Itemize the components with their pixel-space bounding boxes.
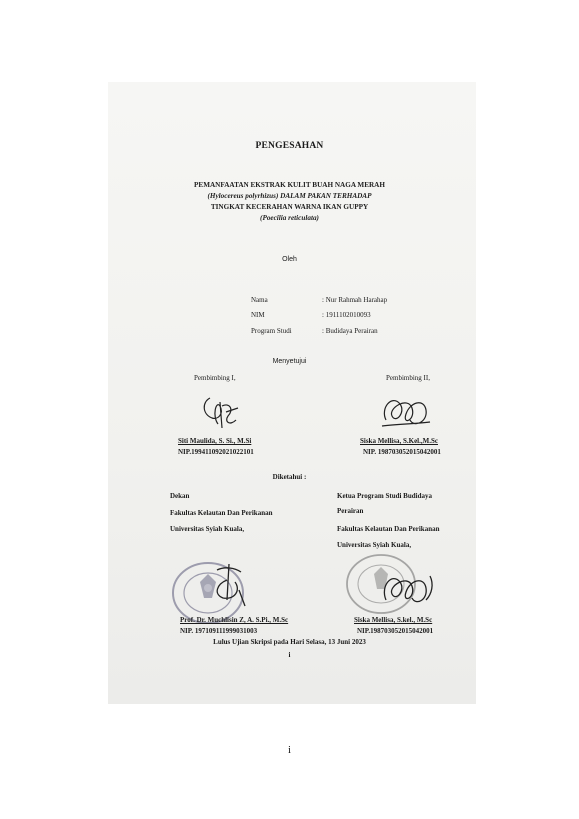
thesis-title-line-2-text: (Hylocereus polyrhizus) DALAM PAKAN TERHADAP xyxy=(207,192,372,200)
dean-signature xyxy=(205,560,251,612)
supervisor2-signature xyxy=(378,390,432,434)
head-program-line-1: Ketua Program Studi Budidaya xyxy=(337,492,432,500)
inner-page-number: i xyxy=(288,651,291,659)
student-nim-label: NIM xyxy=(251,311,265,319)
head-program-line-3: Fakultas Kelautan Dan Perikanan xyxy=(337,525,440,533)
page-number: i xyxy=(287,744,292,756)
approved-label: Menyetujui xyxy=(272,358,307,365)
supervisor2-nip: NIP. 198703052015042001 xyxy=(363,448,441,456)
by-label: Oleh xyxy=(282,256,297,263)
thesis-title-line-3: TINGKAT KECERAHAN WARNA IKAN GUPPY xyxy=(210,203,369,211)
thesis-title-line-1: PEMANFAATAN EKSTRAK KULIT BUAH NAGA MERAH xyxy=(194,181,385,189)
head-program-signature xyxy=(376,566,438,614)
head-program-name: Siska Mellisa, S.kel., M.Sc xyxy=(354,616,433,624)
student-program-label: Program Studi xyxy=(251,327,292,335)
thesis-title-line-4: (Poecilia reticulata) xyxy=(260,214,319,222)
exam-date-line: Lulus Ujian Skripsi pada Hari Selasa, 13 Juni 2023 xyxy=(213,638,366,646)
dean-line-3: Universitas Syiah Kuala, xyxy=(170,525,245,533)
supervisor1-nip: NIP.199411092021022101 xyxy=(178,448,254,456)
acknowledged-label: Diketahui : xyxy=(272,473,307,481)
student-nim-value: : 1911102010093 xyxy=(322,311,371,319)
dean-line-1: Dekan xyxy=(170,492,190,500)
page-heading: PENGESAHAN xyxy=(255,141,324,151)
dean-line-2: Fakultas Kelautan Dan Perikanan xyxy=(170,509,273,517)
dean-name: Prof. Dr. Muchlisin Z, A. S.Pi., M.Sc xyxy=(180,616,289,624)
supervisor2-name: Siska Mellisa, S.Kel.,M.Sc xyxy=(360,437,438,445)
supervisor1-signature xyxy=(196,392,242,434)
thesis-title-line-2 xyxy=(0,192,579,200)
head-program-nip: NIP.198703052015042001 xyxy=(357,627,434,635)
student-name-value: : Nur Rahmah Harahap xyxy=(322,296,388,304)
student-program-value: : Budidaya Perairan xyxy=(322,327,378,335)
supervisor1-role: Pembimbing I, xyxy=(194,374,236,382)
supervisor1-name: Siti Maulida, S. Si., M.Si xyxy=(178,437,252,445)
supervisor2-role: Pembimbing II, xyxy=(386,374,430,382)
head-program-line-2: Perairan xyxy=(337,507,364,515)
dean-nip: NIP. 197109111999031003 xyxy=(180,627,258,635)
student-name-label: Nama xyxy=(251,296,268,304)
head-program-line-4: Universitas Syiah Kuala, xyxy=(337,541,412,549)
